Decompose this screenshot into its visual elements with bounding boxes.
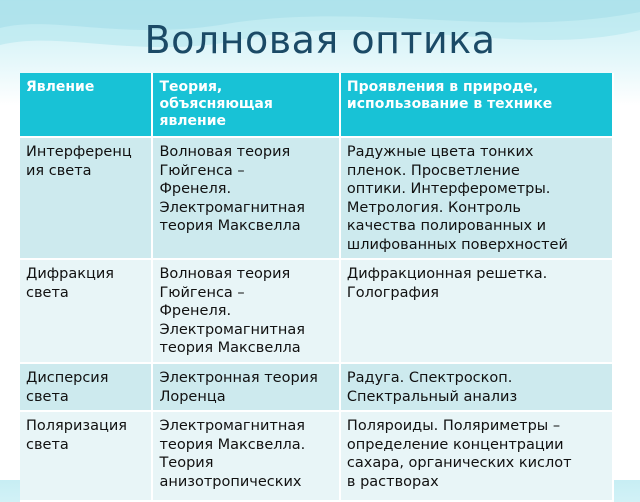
cell-phenomenon: Дифракция света — [20, 259, 152, 363]
cell-manifestation: Дифракционная решетка. Голография — [340, 259, 613, 363]
cell-theory: Волновая теория Гюйгенса – Френеля. Электромагнитная теория Максвелла — [152, 259, 339, 363]
table-row — [20, 411, 613, 501]
cell-theory: Электромагнитная теория Максвелла. Теория анизотропических — [152, 411, 339, 501]
header-theory: Теория, объясняющая явление — [152, 73, 339, 137]
table-row — [20, 363, 613, 411]
cell-manifestation: Радуга. Спектроскоп. Спектральный анализ — [340, 363, 613, 411]
page-title: Волновая оптика — [144, 18, 496, 62]
table-header-row — [20, 73, 613, 137]
table-row — [20, 259, 613, 363]
cell-phenomenon: Дисперсия света — [20, 363, 152, 411]
cell-phenomenon: Интерференц ия света — [20, 137, 152, 259]
header-manifestation: Проявления в природе, использование в технике — [340, 73, 613, 137]
cell-manifestation: Радужные цвета тонких пленок. Просветление оптики. Интерферометры. Метрология. Контроль качества полированных и шлифованных поверхностей — [340, 137, 613, 259]
table-row — [20, 137, 613, 259]
cell-manifestation: Поляроиды. Поляриметры – определение концентрации сахара, органических кислот в растворах — [340, 411, 613, 501]
cell-phenomenon: Поляризация света — [20, 411, 152, 501]
cell-theory: Электронная теория Лоренца — [152, 363, 339, 411]
header-phenomenon: Явление — [20, 73, 152, 137]
cell-theory: Волновая теория Гюйгенса – Френеля. Электромагнитная теория Максвелла — [152, 137, 339, 259]
optics-table — [20, 73, 614, 502]
